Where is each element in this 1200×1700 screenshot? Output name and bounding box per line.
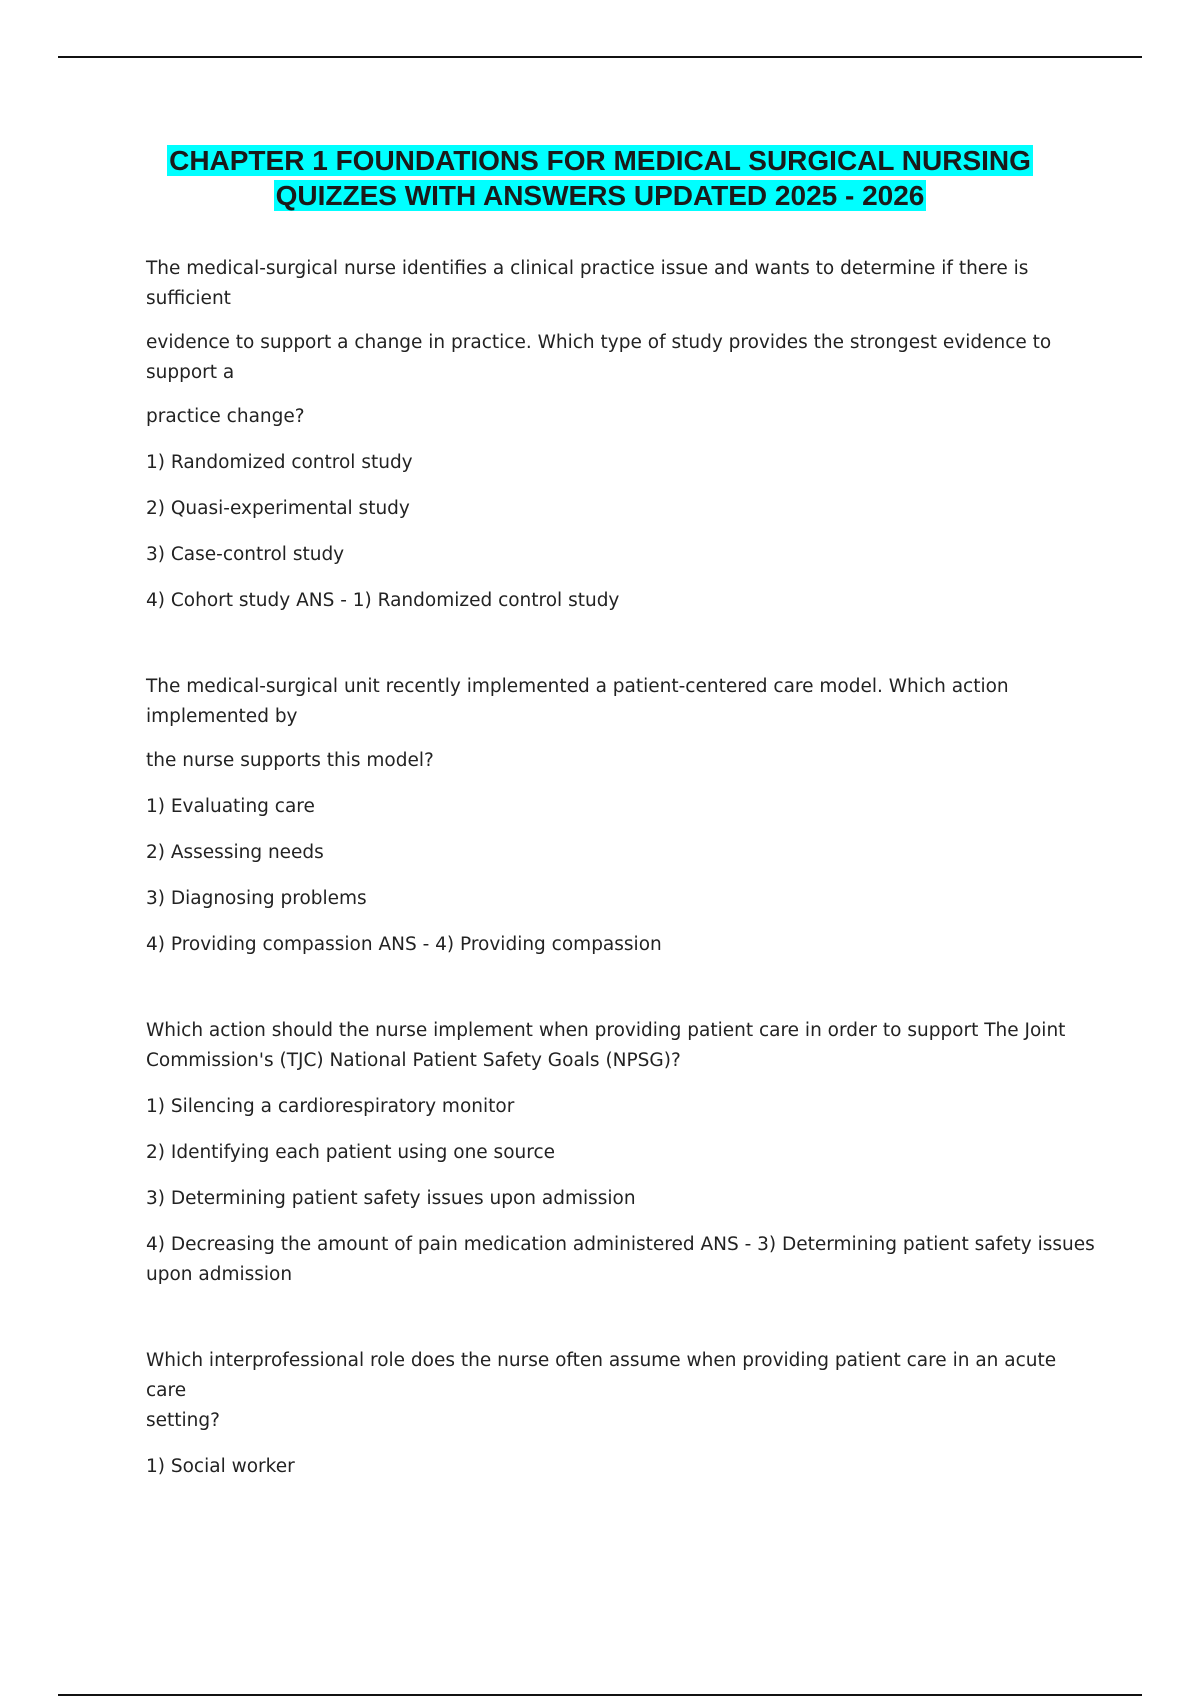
question-text-line: Which interprofessional role does the nurse often assume when providing patient care in an acute care [146, 1350, 1057, 1401]
answer-option: 3) Diagnosing problems [146, 888, 367, 909]
answer-option: 1) Silencing a cardiorespiratory monitor [146, 1096, 515, 1117]
question-text-line: support a [146, 362, 235, 383]
top-rule [58, 56, 1142, 58]
answer-option: 4) Decreasing the amount of pain medication administered ANS - 3) Determining patient safety issues [146, 1234, 1095, 1255]
answer-option: 2) Assessing needs [146, 842, 324, 863]
question-3 [146, 1016, 1096, 1290]
question-2 [146, 672, 1096, 960]
bottom-rule [58, 1694, 1142, 1696]
question-text-line: Which action should the nurse implement when providing patient care in order to support The Joint [146, 1020, 1066, 1041]
document-title [0, 143, 1200, 213]
question-text-line: practice change? [146, 406, 305, 427]
answer-option: 1) Evaluating care [146, 796, 315, 817]
answer-option: 4) Cohort study ANS - 1) Randomized control study [146, 590, 620, 611]
answer-option: 3) Determining patient safety issues upon admission [146, 1188, 636, 1209]
question-text-line: Commission's (TJC) National Patient Safety Goals (NPSG)? [146, 1050, 681, 1071]
question-text-line: the nurse supports this model? [146, 750, 434, 771]
question-text-line: The medical-surgical unit recently implemented a patient-centered care model. Which action [146, 676, 1009, 697]
answer-option: 3) Case-control study [146, 544, 345, 565]
question-text-line: The medical-surgical nurse identifies a clinical practice issue and wants to determine if there is sufficient [146, 258, 1029, 309]
answer-option: 1) Social worker [146, 1456, 295, 1477]
answer-option: 1) Randomized control study [146, 452, 413, 473]
question-text-line: setting? [146, 1410, 220, 1431]
title-line-2: QUIZZES WITH ANSWERS UPDATED 2025 - 2026 [275, 180, 925, 211]
title-line-1: CHAPTER 1 FOUNDATIONS FOR MEDICAL SURGICAL NURSING [169, 145, 1031, 176]
question-1 [146, 254, 1096, 616]
answer-option: 2) Quasi-experimental study [146, 498, 410, 519]
quiz-content [146, 254, 1096, 1482]
answer-option: 2) Identifying each patient using one source [146, 1142, 555, 1163]
question-text-line: evidence to support a change in practice. Which type of study provides the strongest evidence to [146, 332, 1052, 353]
answer-option-continuation: upon admission [146, 1264, 293, 1285]
question-text-line: implemented by [146, 706, 298, 727]
question-4 [146, 1346, 1096, 1482]
answer-option: 4) Providing compassion ANS - 4) Providing compassion [146, 934, 662, 955]
